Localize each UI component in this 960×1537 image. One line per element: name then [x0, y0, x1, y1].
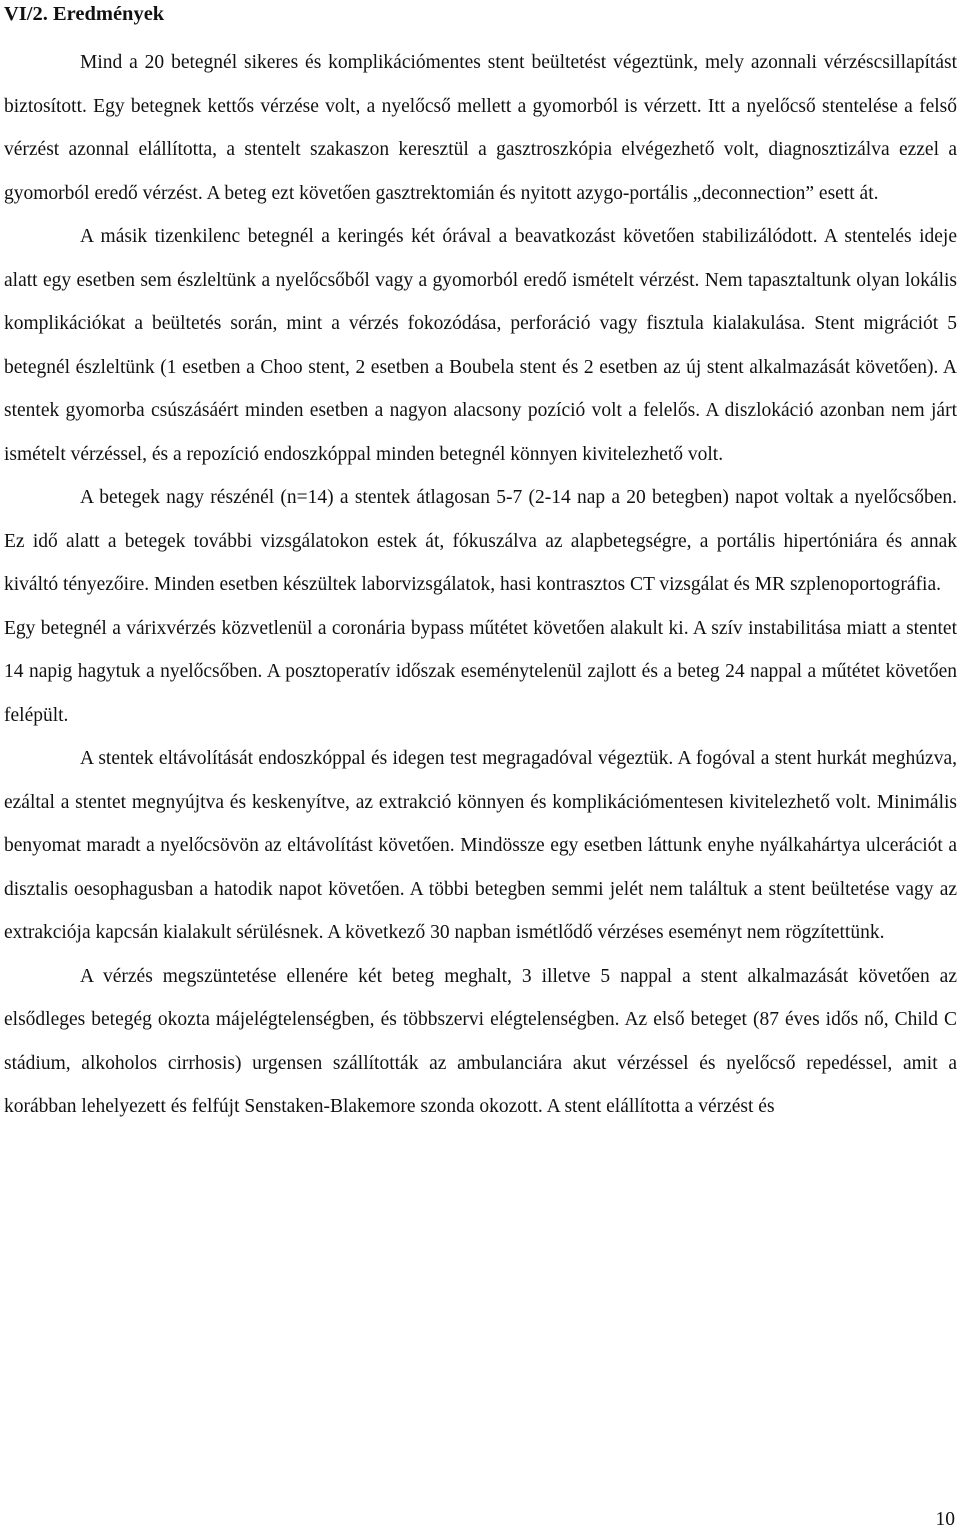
- paragraph-stabilization: A másik tizenkilenc betegnél a keringés két órával a beavatkozást követően stabilizálódott. A stentelés ideje alatt egy esetben sem észleltünk a nyelőcsőből vagy a gyomorból eredő ismételt vérzést. Nem tapasztaltunk olyan lokális komplikációkat a beültetés során, mint a vérzés fokozódása, perforáció vagy fisztula kialakulása. Stent migrációt 5 betegnél észleltünk (1 esetben a Choo stent, 2 esetben a Boubela stent és 2 esetben az új stent alkalmazását követően). A stentek gyomorba csúszásáért minden esetben a nagyon alacsony pozíció volt a felelős. A diszlokáció azonban nem járt ismételt vérzéssel, és a repozíció endoszkóppal minden betegnél könnyen kivitelezhető volt.: [4, 226, 957, 465]
- paragraph-stent-removal: A stentek eltávolítását endoszkóppal és idegen test megragadóval végeztük. A fogóval a stent hurkát meghúzva, ezáltal a stentet megnyújtva és keskenyítve, az extrakció könnyen és komplikációmentesen kivitelezhető volt. Minimális benyomat maradt a nyelőcsövön az eltávolítást követően. Mindössze egy esetben láttunk enyhe nyálkahártya ulcerációt a disztalis oesophagusban a hatodik napot követően. A többi betegben semmi jelét nem találtuk a stent beültetése vagy az extrakciója kapcsán kialakult sérülésnek. A következő 30 napban ismétlődő vérzéses eseményt nem rögzítettünk.: [4, 748, 957, 943]
- paragraph-stent-duration: A betegek nagy részénél (n=14) a stentek átlagosan 5-7 (2-14 nap a 20 betegben) napot voltak a nyelőcsőben. Ez idő alatt a betegek további vizsgálatokon estek át, fókuszálva az alapbetegségre, a portális hipertóniára és annak kiváltó tényezőire. Minden esetben készültek laborvizsgálatok, hasi kontrasztos CT vizsgálat és MR szplenoportográfia.: [4, 487, 957, 595]
- paragraph-bypass-case: Egy betegnél a várixvérzés közvetlenül a coronária bypass műtétet követően alakult ki. A szív instabilitása miatt a stentet 14 napig hagytuk a nyelőcsőben. A posztoperatív időszak eseménytelenül zajlott és a beteg 24 nappal a műtétet követően felépült.: [4, 617, 957, 726]
- paragraph-outcomes-intro: Mind a 20 betegnél sikeres és komplikációmentes stent beültetést végeztünk, mely azonnali vérzéscsillapítást biztosított. Egy betegnek kettős vérzése volt, a nyelőcső mellett a gyomorból is vérzett. Itt a nyelőcső stentelése a felső vérzést azonnal elállította, a stentelt szakaszon keresztül a gasztroszkópia elvégezhető volt, diagnosztizálva ezzel a gyomorból eredő vérzést. A beteg ezt követően gasztrektomián és nyitott azygo-portális „deconnection” esett át.: [4, 52, 957, 204]
- section-heading: VI/2. Eredmények: [4, 3, 165, 25]
- page-number: 10: [935, 1509, 955, 1530]
- page-content: [4, 0, 957, 1129]
- paragraph-mortality: A vérzés megszüntetése ellenére két beteg meghalt, 3 illetve 5 nappal a stent alkalmazását követően az elsődleges betegég okozta májelégtelenségben, és többszervi elégtelenségben. Az első beteget (87 éves idős nő, Child C stádium, alkoholos cirrhosis) urgensen szállították az ambulanciára akut vérzéssel és nyelőcső repedéssel, amit a korábban lehelyezett és felfújt Senstaken-Blakemore szonda okozott. A stent elállította a vérzést és: [4, 965, 957, 1117]
